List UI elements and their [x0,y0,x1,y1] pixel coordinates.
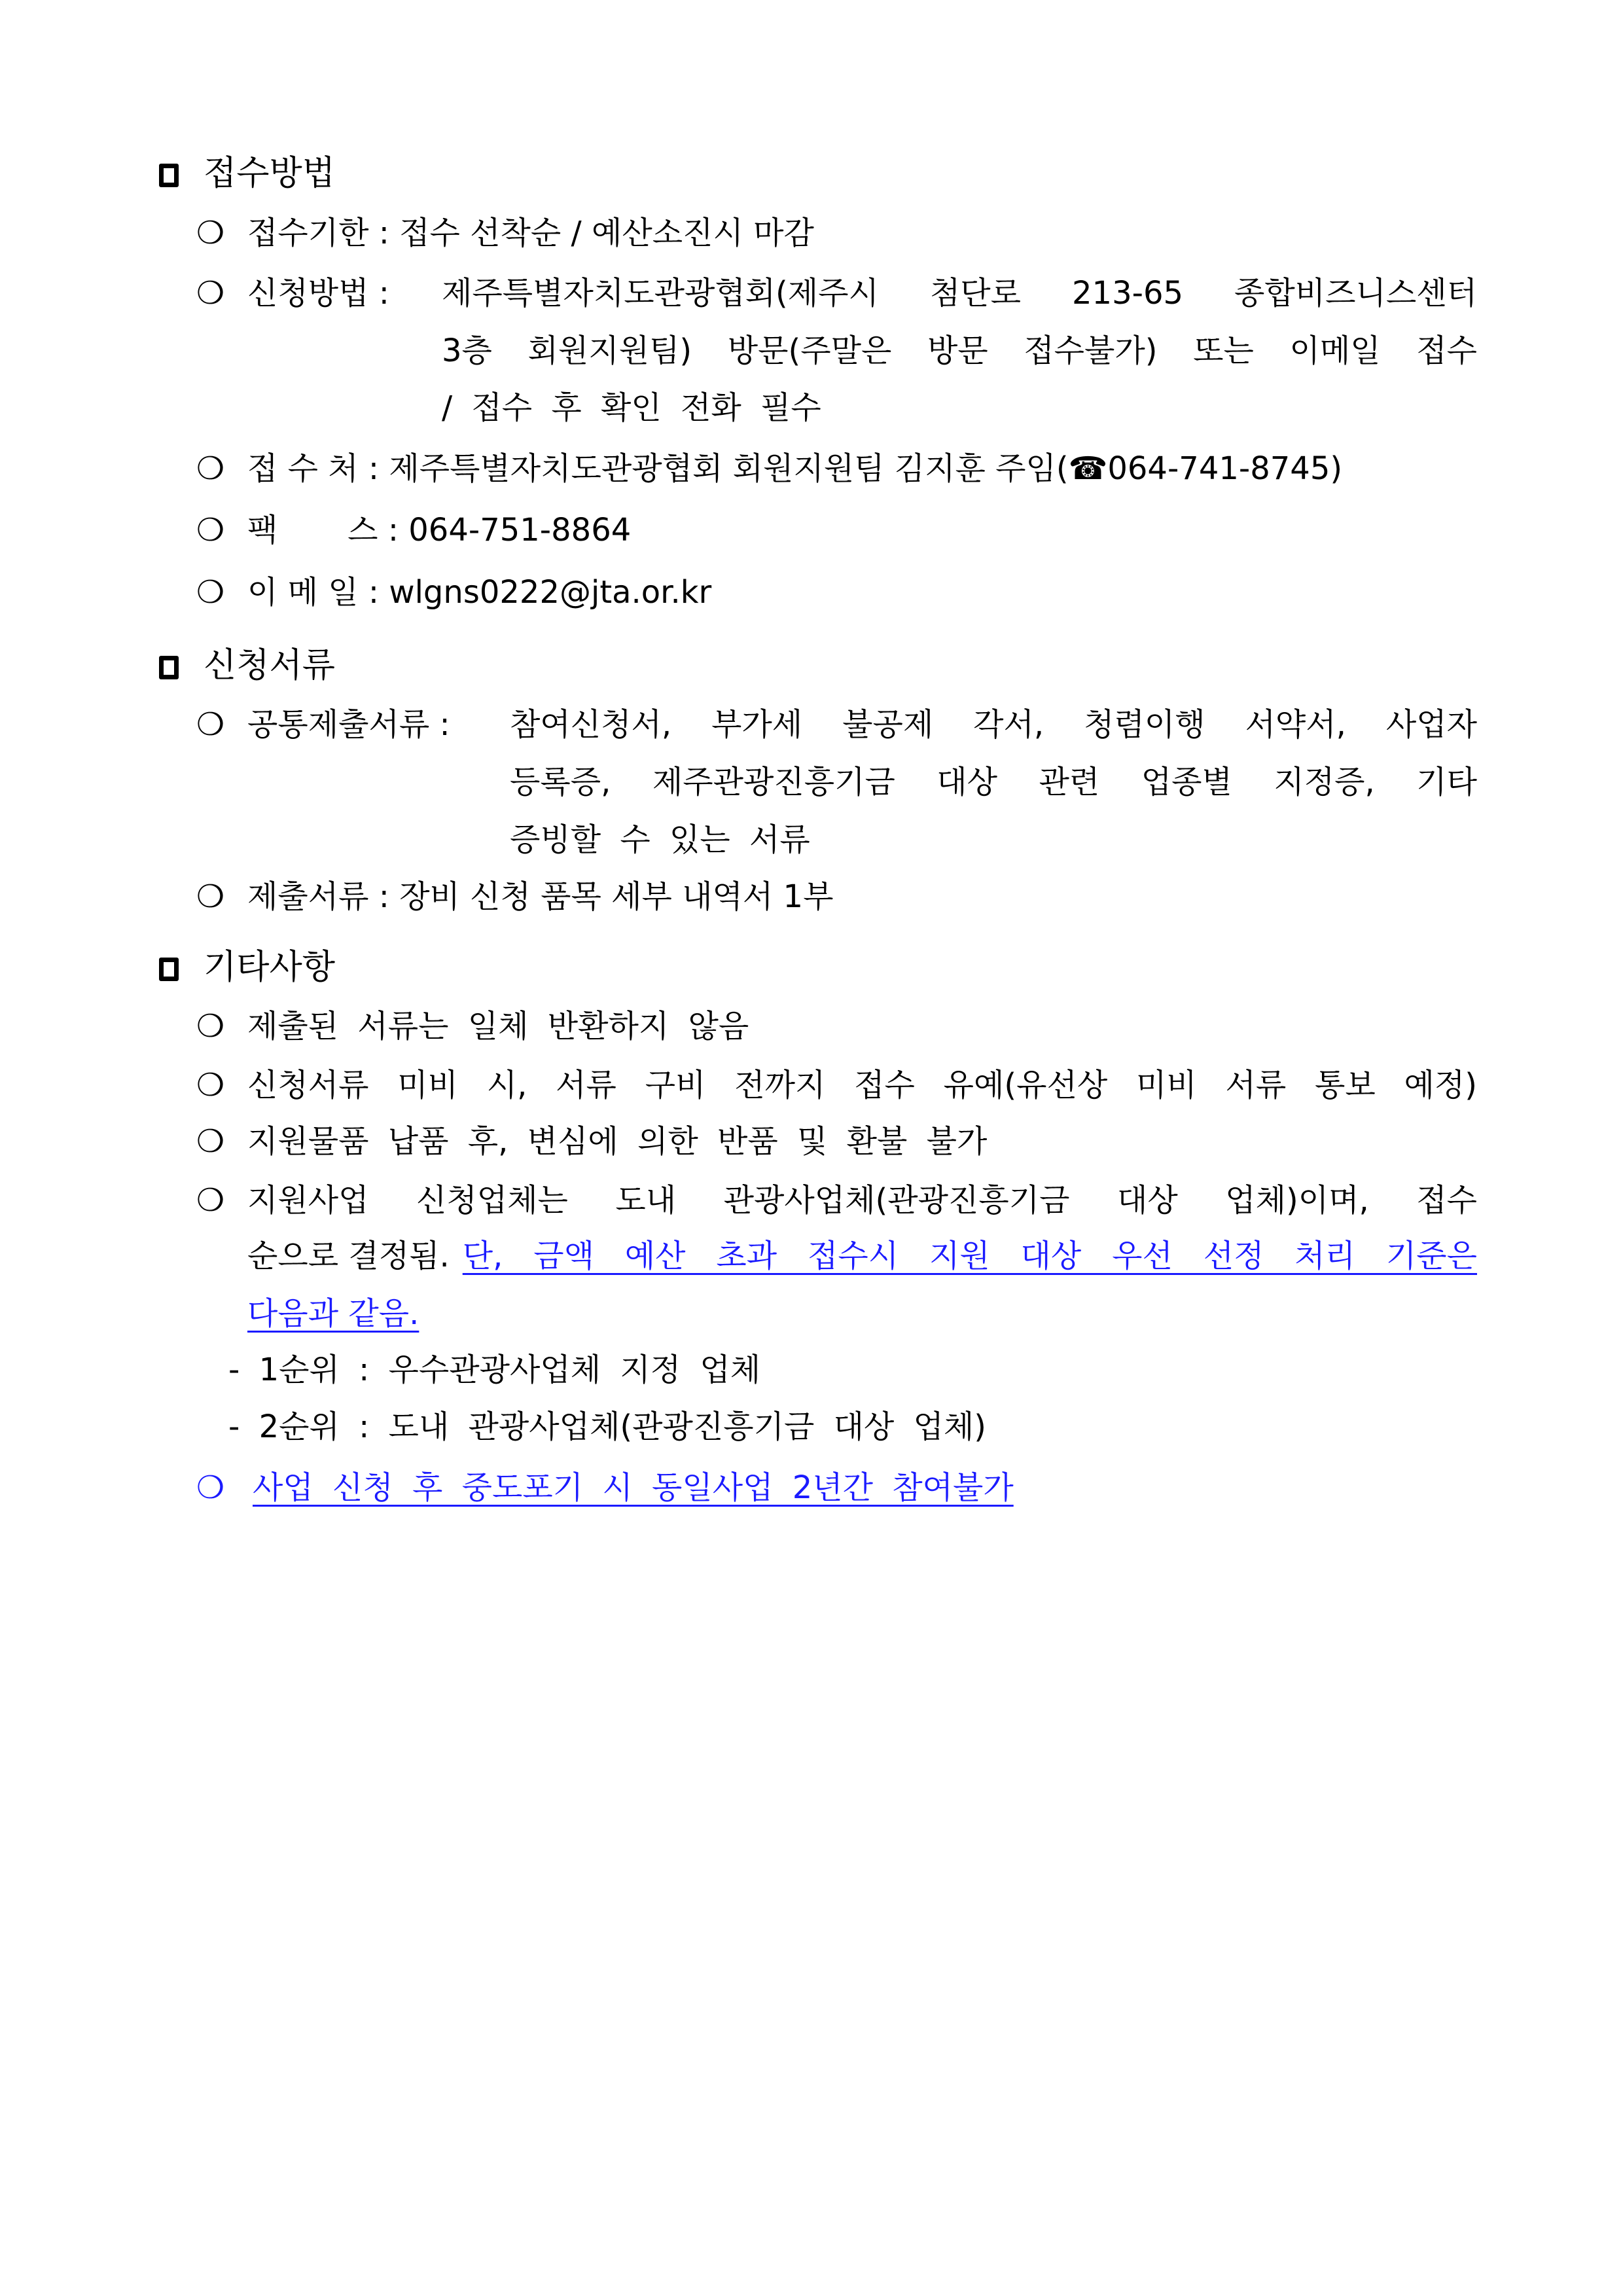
circle-bullet-icon: ❍ [196,878,225,915]
label: 접 수 처 [247,450,359,487]
item-common-docs-label [247,705,450,744]
label: 팩 스 [247,512,378,548]
item-deadline [247,213,814,253]
text: 순으로 결정됨. [247,1238,450,1274]
note-eligibility-line-1: 지원사업 신청업체는 도내 관광사업체(관광진흥기금 대상 업체)이며, 접수 [247,1182,1477,1219]
section-heading-other [159,948,335,987]
separator: : [439,706,450,743]
item-method-line-1: 제주특별자치도관광협회(제주시 첨단로 213-65 종합비즈니스센터 [442,275,1477,312]
value: 제주특별자치도관광협회 회원지원팀 김지훈 주임(☎064-741-8745) [389,450,1343,487]
item-common-docs-line-3: 증빙할 수 있는 서류 [510,821,810,858]
square-bullet-icon [159,958,179,981]
circle-bullet-icon: ❍ [196,574,225,611]
email-link[interactable]: wlgns0222@jta.or.kr [389,574,712,611]
note-eligibility-line-2 [247,1236,1477,1276]
circle-bullet-icon: ❍ [196,1469,225,1506]
separator: : [368,574,380,611]
value: 장비 신청 품목 세부 내역서 1부 [399,878,834,915]
section-heading-application-method [159,154,335,193]
circle-bullet-icon: ❍ [196,275,225,312]
label: 제출서류 [247,878,369,915]
circle-bullet-icon: ❍ [196,1182,225,1219]
item-fax [247,511,631,550]
circle-bullet-icon: ❍ [196,1067,225,1103]
label: 접수기한 [247,215,369,251]
note-no-return: 제출된 서류는 일체 반환하지 않음 [247,1008,749,1045]
item-email [247,573,711,612]
label: 신청방법 [247,275,369,312]
circle-bullet-icon: ❍ [196,512,225,548]
item-common-docs-line-2: 등록증, 제주관광진흥기금 대상 관련 업종별 지정증, 기타 [510,764,1477,800]
item-common-docs-line-1: 참여신청서, 부가세 불공제 각서, 청렴이행 서약서, 사업자 [510,706,1477,743]
circle-bullet-icon: ❍ [196,1008,225,1045]
square-bullet-icon [159,656,179,679]
circle-bullet-icon: ❍ [196,450,225,487]
priority-2: - 2순위 : 도내 관광사업체(관광진흥기금 대상 업체) [228,1408,987,1445]
note-no-refund: 지원물품 납품 후, 변심에 의한 반품 및 환불 불가 [247,1123,988,1160]
square-bullet-icon [159,164,179,187]
separator: : [368,450,380,487]
circle-bullet-icon: ❍ [196,215,225,251]
separator: : [378,878,389,915]
item-submit-docs [247,877,833,916]
section-heading-documents [159,646,335,685]
heading-text: 기타사항 [204,948,335,987]
circle-bullet-icon: ❍ [196,706,225,743]
item-method-line-2: 3층 회원지원팀) 방문(주말은 방문 접수불가) 또는 이메일 접수 [442,332,1477,369]
priority-criteria-highlight-cont: 다음과 같음. [247,1295,419,1332]
value: 064-751-8864 [408,512,632,548]
circle-bullet-icon: ❍ [196,1123,225,1160]
label: 이 메 일 [247,574,359,611]
priority-1: - 1순위 : 우수관광사업체 지정 업체 [228,1352,761,1388]
separator: : [387,512,399,548]
item-method-label [247,274,389,313]
separator: : [378,215,389,251]
note-withdrawal-penalty: 사업 신청 후 중도포기 시 동일사업 2년간 참여불가 [253,1469,1014,1506]
item-contact [247,449,1342,488]
priority-criteria-highlight: 단, 금액 예산 초과 접수시 지원 대상 우선 선정 처리 기준은 [462,1238,1477,1274]
heading-text: 신청서류 [204,646,335,685]
label: 공통제출서류 [247,706,430,743]
heading-text: 접수방법 [204,154,335,193]
value: 접수 선착순 / 예산소진시 마감 [399,215,814,251]
note-incomplete-docs: 신청서류 미비 시, 서류 구비 전까지 접수 유예(유선상 미비 서류 통보 예정) [247,1067,1477,1103]
item-method-line-3: / 접수 후 확인 전화 필수 [442,389,821,426]
separator: : [378,275,389,312]
